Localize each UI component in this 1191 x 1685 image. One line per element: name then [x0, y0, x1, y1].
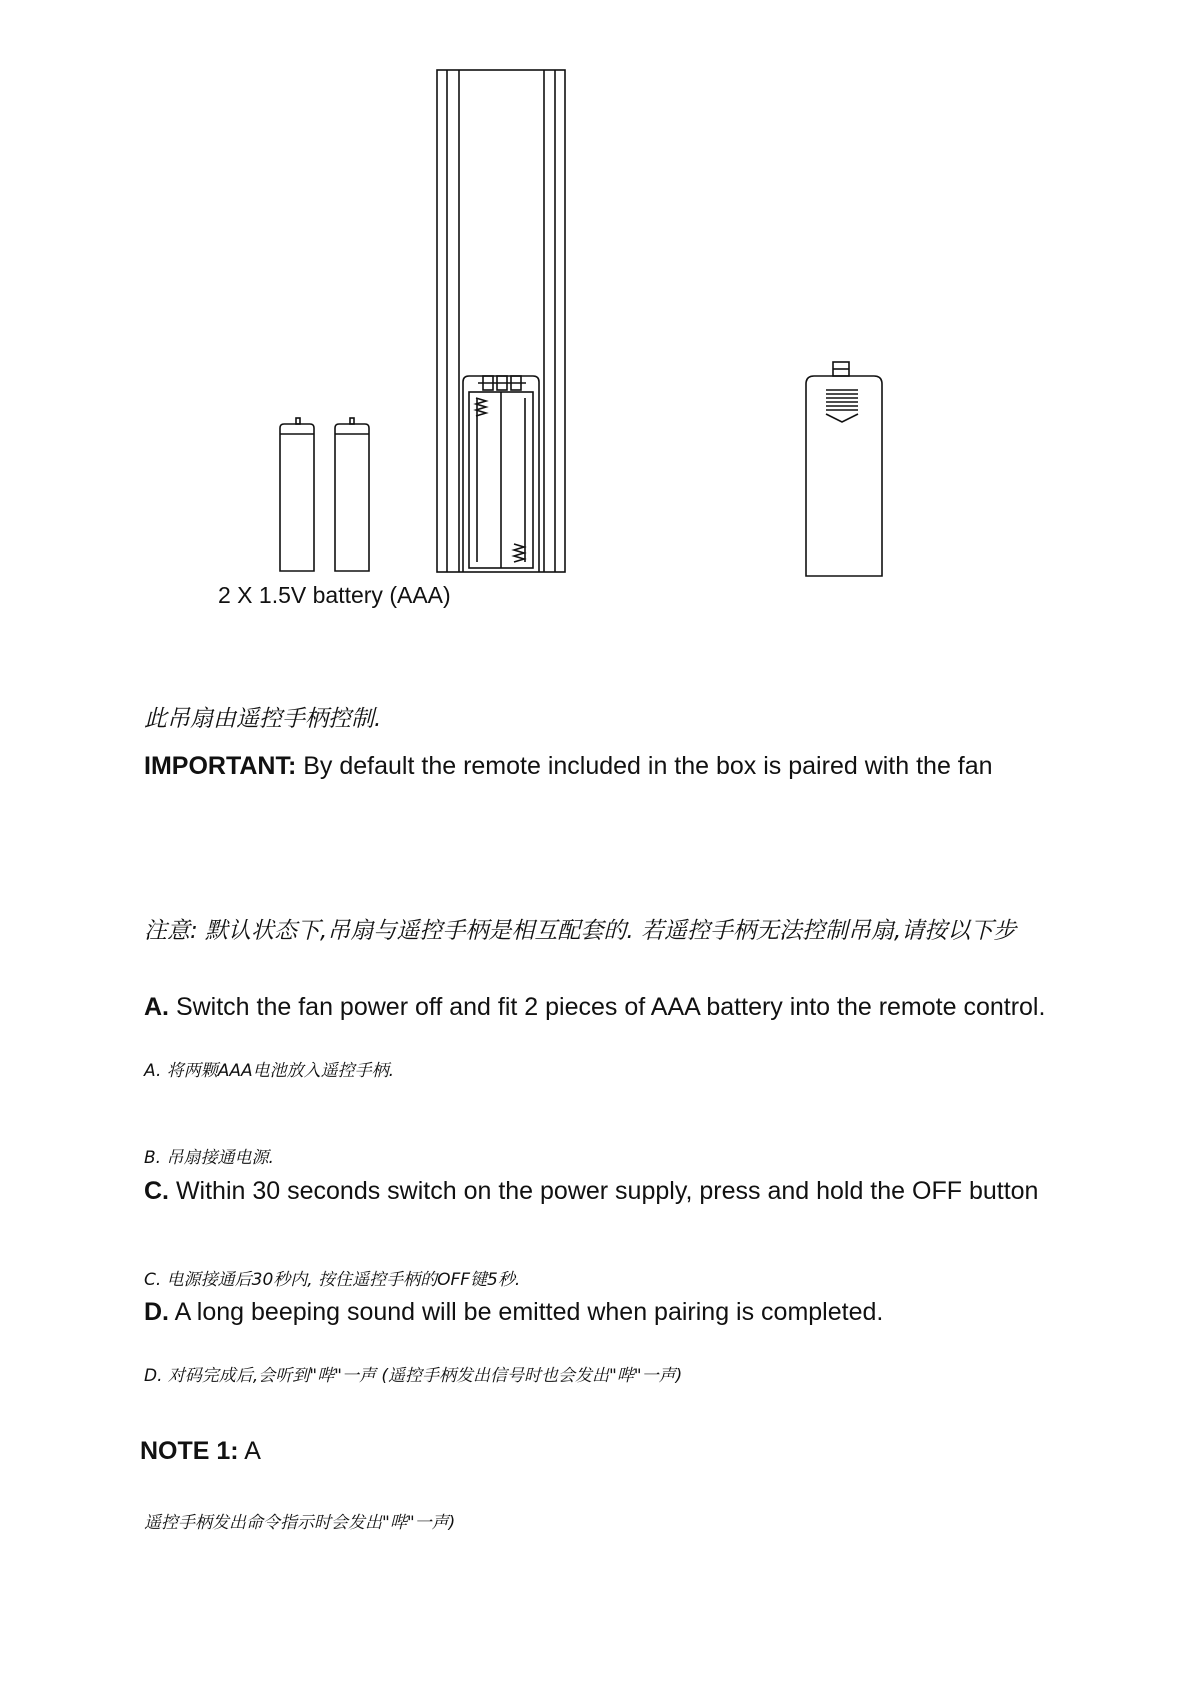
step-d-label: D. — [144, 1298, 169, 1326]
note1-line — [140, 1437, 261, 1466]
step-b-cn: B. 吊扇接通电源. — [144, 1148, 274, 1168]
important-line — [144, 752, 993, 781]
battery-caption: 2 X 1.5V battery (AAA) — [218, 582, 451, 608]
step-a-text: Switch the fan power off and fit 2 pieces of AAA battery into the remote control. — [169, 993, 1046, 1021]
step-d-text: A long beeping sound will be emitted when pairing is completed. — [169, 1298, 884, 1326]
step-c — [144, 1177, 1038, 1206]
note1-label: NOTE 1: — [140, 1437, 239, 1465]
battery-icon — [335, 418, 369, 571]
step-a-label: A. — [144, 993, 169, 1021]
step-d — [144, 1298, 883, 1327]
remote-control-back-icon — [437, 70, 565, 572]
note1-cn: 遥控手柄发出命令指示时会发出"哔"一声) — [144, 1513, 456, 1533]
note1-text: A — [238, 1437, 261, 1465]
step-a-cn: A. 将两颗AAA电池放入遥控手柄. — [144, 1061, 395, 1081]
step-c-text: Within 30 seconds switch on the power supply, press and hold the OFF button — [169, 1177, 1039, 1205]
battery-installation-figure — [0, 0, 1191, 640]
note-cn: 注意: 默认状态下,吊扇与遥控手柄是相互配套的. 若遥控手柄无法控制吊扇,请按以下步 — [144, 918, 1017, 944]
important-text: By default the remote included in the box is paired with the fan — [296, 752, 993, 780]
step-d-cn: D. 对码完成后,会听到"哔"一声 (遥控手柄发出信号时也会发出"哔"一声) — [144, 1366, 683, 1386]
step-c-cn: C. 电源接通后30秒内, 按住遥控手柄的OFF键5秒. — [144, 1270, 521, 1290]
step-a — [144, 993, 1045, 1022]
important-label: IMPORTANT: — [144, 752, 297, 780]
battery-cover-icon — [806, 362, 882, 576]
intro-cn: 此吊扇由遥控手柄控制. — [144, 706, 382, 732]
step-c-label: C. — [144, 1177, 169, 1205]
battery-icon — [280, 418, 314, 571]
